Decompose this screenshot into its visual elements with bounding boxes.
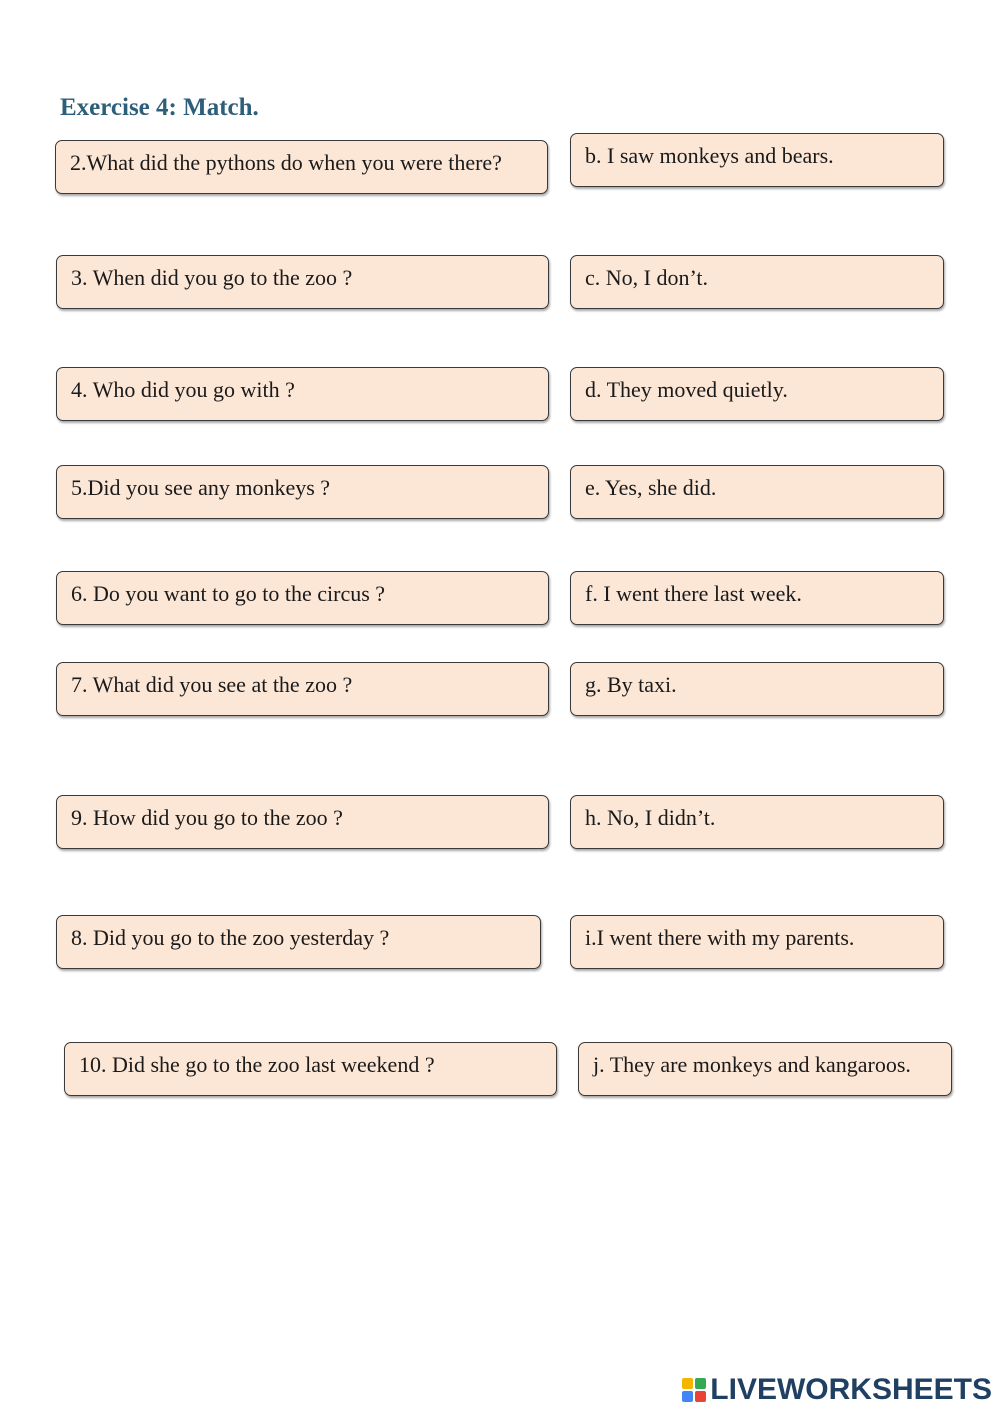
question-box-3[interactable]: 3. When did you go to the zoo ? — [56, 255, 549, 309]
answer-box-b[interactable]: b. I saw monkeys and bears. — [570, 133, 944, 187]
answer-box-d[interactable]: d. They moved quietly. — [570, 367, 944, 421]
answer-box-j[interactable]: j. They are monkeys and kangaroos. — [578, 1042, 952, 1096]
question-box-2[interactable]: 2.What did the pythons do when you were there? — [55, 140, 548, 194]
exercise-title: Exercise 4: Match. — [60, 94, 259, 121]
question-box-7[interactable]: 7. What did you see at the zoo ? — [56, 662, 549, 716]
answer-box-h[interactable]: h. No, I didn’t. — [570, 795, 944, 849]
liveworksheets-logo-icon — [682, 1378, 706, 1402]
question-box-4[interactable]: 4. Who did you go with ? — [56, 367, 549, 421]
answer-box-f[interactable]: f. I went there last week. — [570, 571, 944, 625]
question-box-10[interactable]: 10. Did she go to the zoo last weekend ? — [64, 1042, 557, 1096]
answer-box-c[interactable]: c. No, I don’t. — [570, 255, 944, 309]
answer-box-i[interactable]: i.I went there with my parents. — [570, 915, 944, 969]
liveworksheets-logo-text: LIVEWORKSHEETS — [710, 1373, 992, 1406]
question-box-8[interactable]: 8. Did you go to the zoo yesterday ? — [56, 915, 541, 969]
question-box-9[interactable]: 9. How did you go to the zoo ? — [56, 795, 549, 849]
answer-box-g[interactable]: g. By taxi. — [570, 662, 944, 716]
liveworksheets-logo — [682, 1373, 992, 1407]
question-box-6[interactable]: 6. Do you want to go to the circus ? — [56, 571, 549, 625]
answer-box-e[interactable]: e. Yes, she did. — [570, 465, 944, 519]
question-box-5[interactable]: 5.Did you see any monkeys ? — [56, 465, 549, 519]
